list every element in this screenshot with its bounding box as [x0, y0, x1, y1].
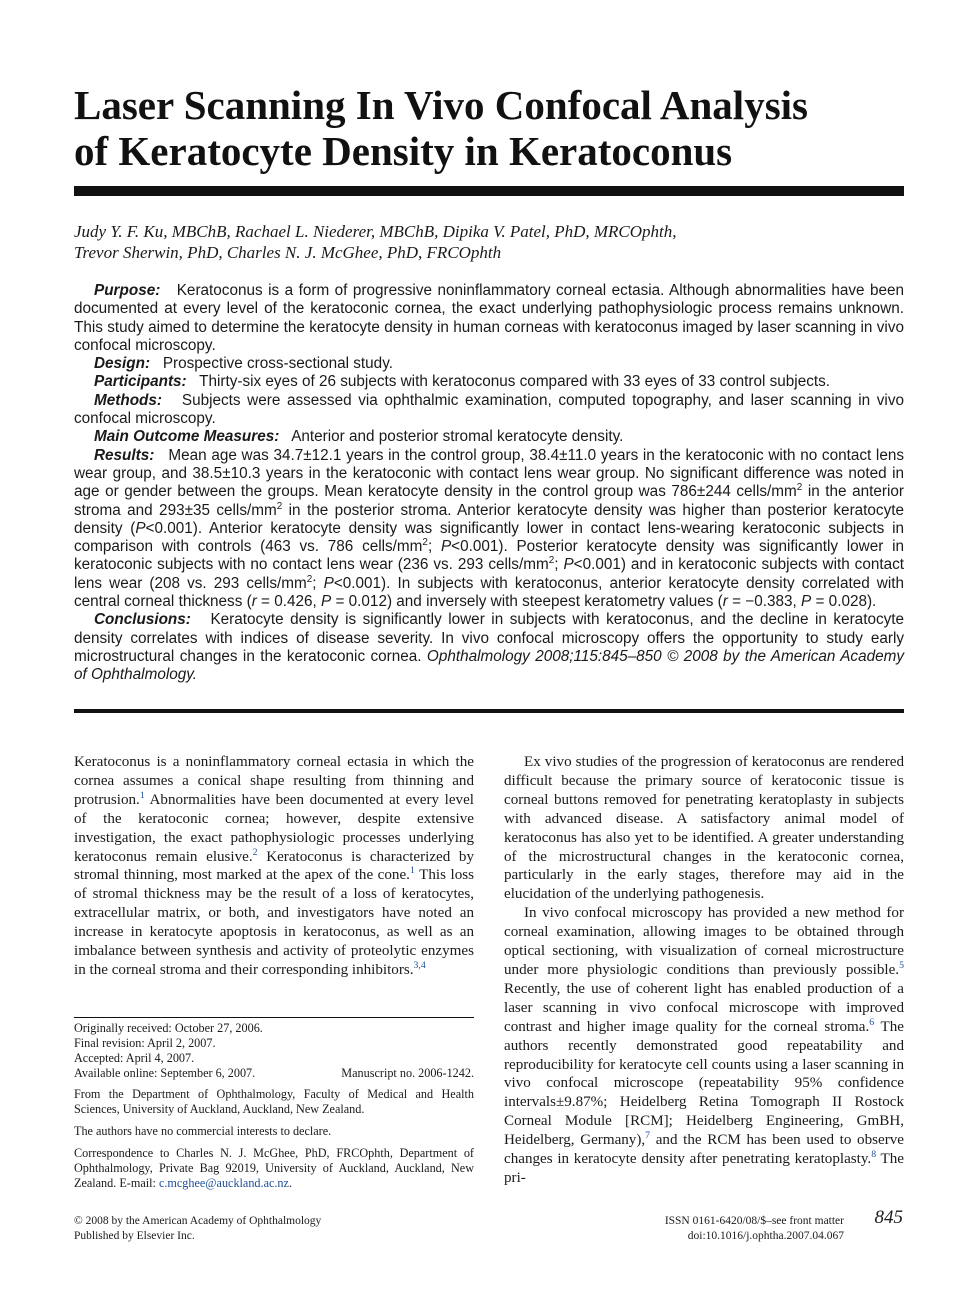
- results-sup-5: 2: [306, 573, 313, 585]
- results-label: Results:: [94, 446, 155, 464]
- received-date: Originally received: October 27, 2006.: [74, 1021, 263, 1035]
- abstract-participants: [74, 373, 904, 391]
- article-title: [74, 82, 914, 174]
- intro-text-c: Keratoconus is characterized by stromal thinning, most marked at the apex of the cone.: [74, 848, 475, 884]
- conclusions-label: Conclusions:: [94, 611, 191, 629]
- intro-text-a: Keratoconus is a noninflammatory corneal ectasia in which the cornea assumes a conical shape resulting from thinning and protrusion.: [74, 754, 474, 808]
- exvivo-paragraph: Ex vivo studies of the progression of keratoconus are rendered difficult because the primary source of keratoconic tissue is corneal buttons removed for penetrating keratoplasty in subjects with advanced disease. A satisfactory animal model of keratoconus has also yet to be identified. A greater understanding of the microstructural changes in the keratoconic cornea, particularly in the early stages, therefore may aid in the elucidation of the underlying pathogenesis.: [504, 754, 904, 903]
- intro-text-d: This loss of stromal thickness may be the result of a loss of keratocytes, extracellular matrix, or both, and investigators have noted an increase in keratocyte apoptosis in keratoconus, as well as an imbalance between synthesis and activity of proteolytic enzymes in the corneal stroma and their corresponding inhibitors.: [74, 867, 474, 978]
- invivo-text-d: and the RCM has been used to observe changes in keratocyte density after penetrating keratoplasty.: [504, 1132, 904, 1168]
- purpose-text: Keratoconus is a form of progressive noninflammatory corneal ectasia. Although abnormalities have been documented at every level of the keratoconic cornea, the exact underlying pathophysiologic process remains unknown. This study aimed to determine the keratocyte density in human corneas with keratoconus imaged by laser scanning in vivo confocal microscopy.: [74, 282, 905, 354]
- abstract-citation: Ophthalmology 2008;115:845–850 © 2008 by the American Academy of Ophthalmology.: [74, 647, 904, 684]
- page-number: 845: [874, 1207, 903, 1228]
- design-label: Design:: [94, 355, 151, 373]
- reference-1b[interactable]: 1: [409, 865, 415, 877]
- results-p-5: P: [321, 593, 332, 611]
- methods-label: Methods:: [94, 391, 162, 409]
- results-text-1: Mean age was 34.7±12.1 years in the control group, 38.4±11.0 years in the keratoconic with no contact lens wear group, and 38.5±10.3 years in the keratoconic with contact lens wear group. No significant difference was noted in age or gender between the groups. Mean keratocyte density in the control group was 786±244 cells/mm: [74, 446, 904, 501]
- design-text: Prospective cross-sectional study.: [162, 355, 393, 373]
- right-column: [504, 753, 904, 1188]
- reference-2[interactable]: 2: [252, 846, 258, 858]
- reference-6[interactable]: 6: [869, 1016, 875, 1028]
- reference-5[interactable]: 5: [899, 960, 904, 972]
- email-link[interactable]: c.mcghee@auckland.ac.nz: [158, 1176, 289, 1190]
- reference-7[interactable]: 7: [645, 1130, 651, 1142]
- interests-note: The authors have no commercial interests to declare.: [74, 1124, 332, 1138]
- manuscript-number: Manuscript no. 2006-1242.: [341, 1066, 474, 1080]
- available-row: [74, 1066, 474, 1081]
- results-text-8: <0.001) and in keratoconic subjects with contact lens wear (208 vs. 293 cells/mm: [74, 556, 904, 592]
- intro-paragraph: [74, 753, 474, 980]
- copyright-line: © 2008 by the American Academy of Ophthalmology: [74, 1215, 322, 1227]
- author-list: [74, 221, 904, 263]
- results-text-12: = 0.012) and inversely with steepest keratometry values (: [331, 593, 723, 611]
- correspondence-text: Correspondence to Charles N. J. McGhee, PhD, FRCOphth, Department of Ophthalmology, Private Bag 92019, University of Auckland, Auckland, New Zealand. E-mail:: [74, 1146, 474, 1190]
- authors-line-1: Judy Y. F. Ku, MBChB, Rachael L. Niederer, MBChB, Dipika V. Patel, PhD, MRCOphth,: [74, 222, 677, 241]
- results-text-5: ;: [427, 538, 441, 556]
- invivo-paragraph: [504, 904, 904, 1188]
- publisher-line: Published by Elsevier Inc.: [74, 1230, 195, 1242]
- results-p-1: P: [135, 519, 146, 537]
- article-dates: [74, 1021, 474, 1081]
- available-date: Available online: September 6, 2007.: [74, 1066, 256, 1080]
- results-sup-1: 2: [796, 482, 803, 494]
- results-text-9: ;: [312, 574, 324, 592]
- footer-left: [74, 1214, 321, 1244]
- abstract-conclusions: [74, 611, 904, 684]
- results-text-7: ;: [554, 556, 564, 574]
- correspondence-note: [74, 1146, 474, 1191]
- methods-text: Subjects were assessed via ophthalmic examination, computed topography, and laser scanning in vivo confocal microscopy.: [74, 391, 904, 428]
- article-notes: [74, 1021, 474, 1198]
- title-line-1: Laser Scanning In Vivo Confocal Analysis: [74, 82, 808, 128]
- results-r-1: r: [251, 593, 257, 611]
- correspondence-end: .: [288, 1176, 292, 1190]
- results-text-6: <0.001). Posterior keratocyte density was significantly lower in keratoconic subjects with no contact lens wear (236 vs. 293 cells/mm: [74, 538, 904, 574]
- abstract-results: [74, 447, 904, 612]
- results-p-4: P: [323, 574, 334, 592]
- abstract-methods: [74, 392, 904, 429]
- title-rule: [74, 186, 904, 196]
- reference-1[interactable]: 1: [139, 789, 145, 801]
- abstract-rule: [74, 709, 904, 713]
- results-r-2: r: [722, 593, 728, 611]
- abstract-purpose: [74, 282, 904, 355]
- results-sup-4: 2: [548, 555, 555, 567]
- reference-8[interactable]: 8: [871, 1149, 877, 1161]
- title-line-2: of Keratocyte Density in Keratoconus: [74, 128, 733, 174]
- invivo-text-e: The pri-: [504, 1151, 905, 1186]
- footer-right: [640, 1214, 844, 1244]
- outcome-label: Main Outcome Measures:: [94, 428, 280, 446]
- intro-text-b: Abnormalities have been documented at every level of the keratoconic cornea; however, despite extensive investigation, the exact pathophysiologic processes underlying keratoconus remain elusive.: [74, 791, 474, 865]
- results-p-2: P: [440, 538, 452, 556]
- reference-3-4[interactable]: 3,4: [413, 960, 426, 972]
- results-text-3: in the posterior stroma. Anterior keratocyte density was higher than posterior keratocyte density (: [74, 501, 904, 537]
- abstract: [74, 282, 904, 685]
- results-p-6: P: [801, 593, 812, 611]
- abstract-outcome: [74, 428, 904, 446]
- left-column: [74, 753, 474, 980]
- results-sup-2: 2: [276, 500, 283, 512]
- invivo-text-a: In vivo confocal microscopy has provided a new method for corneal examination, allowing images to be obtained through optical sectioning, with visualization of corneal microstructure under more physiologic conditions than previously possible.: [504, 905, 904, 978]
- participants-label: Participants:: [94, 373, 187, 391]
- results-p-3: P: [563, 556, 574, 574]
- results-text-13: = −0.383,: [727, 593, 802, 611]
- invivo-text-c: The authors recently demonstrated good repeatability and reproducibility for keratocyte cell counts using a laser scanning in vivo confocal microscope (repeatability 95% confidence intervals±9.87%; Heidelberg Retina Tomograph II Rostock Corneal Module [RCM]; Heidelberg Engineering, GmBH, Heidelberg, Germany),: [504, 1018, 904, 1149]
- results-sup-3: 2: [422, 537, 428, 549]
- invivo-text-b: Recently, the use of coherent light has enabled production of a laser scanning in vivo confocal microscope with improved contrast and higher image quality for the corneal stroma.: [504, 980, 904, 1035]
- affiliation-note: From the Department of Ophthalmology, Faculty of Medical and Health Sciences, University of Auckland, Auckland, New Zealand.: [74, 1087, 474, 1116]
- purpose-label: Purpose:: [94, 282, 161, 299]
- authors-line-2: Trevor Sherwin, PhD, Charles N. J. McGhee, PhD, FRCOphth: [74, 243, 502, 262]
- results-text-14: = 0.028).: [811, 593, 877, 611]
- conclusions-text: Keratocyte density is significantly lower in subjects with keratoconus, and the decline in keratocyte density correlates with indices of disease severity. In vivo confocal microscopy offers the opportunity to study early microstructural changes in the keratoconic cornea.: [74, 611, 904, 665]
- final-revision-date: Final revision: April 2, 2007.: [74, 1036, 216, 1050]
- issn-line: ISSN 0161-6420/08/$–see front matter: [664, 1215, 844, 1227]
- abstract-design: [74, 355, 904, 373]
- doi-line: doi:10.1016/j.ophtha.2007.04.067: [687, 1230, 844, 1242]
- footnote-rule: [74, 1017, 474, 1018]
- participants-text: Thirty-six eyes of 26 subjects with keratoconus compared with 33 eyes of 33 control subjects.: [199, 373, 831, 391]
- outcome-text: Anterior and posterior stromal keratocyte density.: [291, 428, 624, 446]
- results-text-2: in the anterior stroma and 293±35 cells/mm: [74, 483, 904, 519]
- results-text-11: = 0.426,: [256, 593, 322, 611]
- results-text-10: <0.001). In subjects with keratoconus, anterior keratocyte density correlated with central corneal thickness (: [74, 574, 905, 611]
- results-text-4: <0.001). Anterior keratocyte density was significantly lower in contact lens-wearing keratoconic subjects in comparison with controls (463 vs. 786 cells/mm: [74, 519, 904, 556]
- accepted-date: Accepted: April 4, 2007.: [74, 1051, 195, 1065]
